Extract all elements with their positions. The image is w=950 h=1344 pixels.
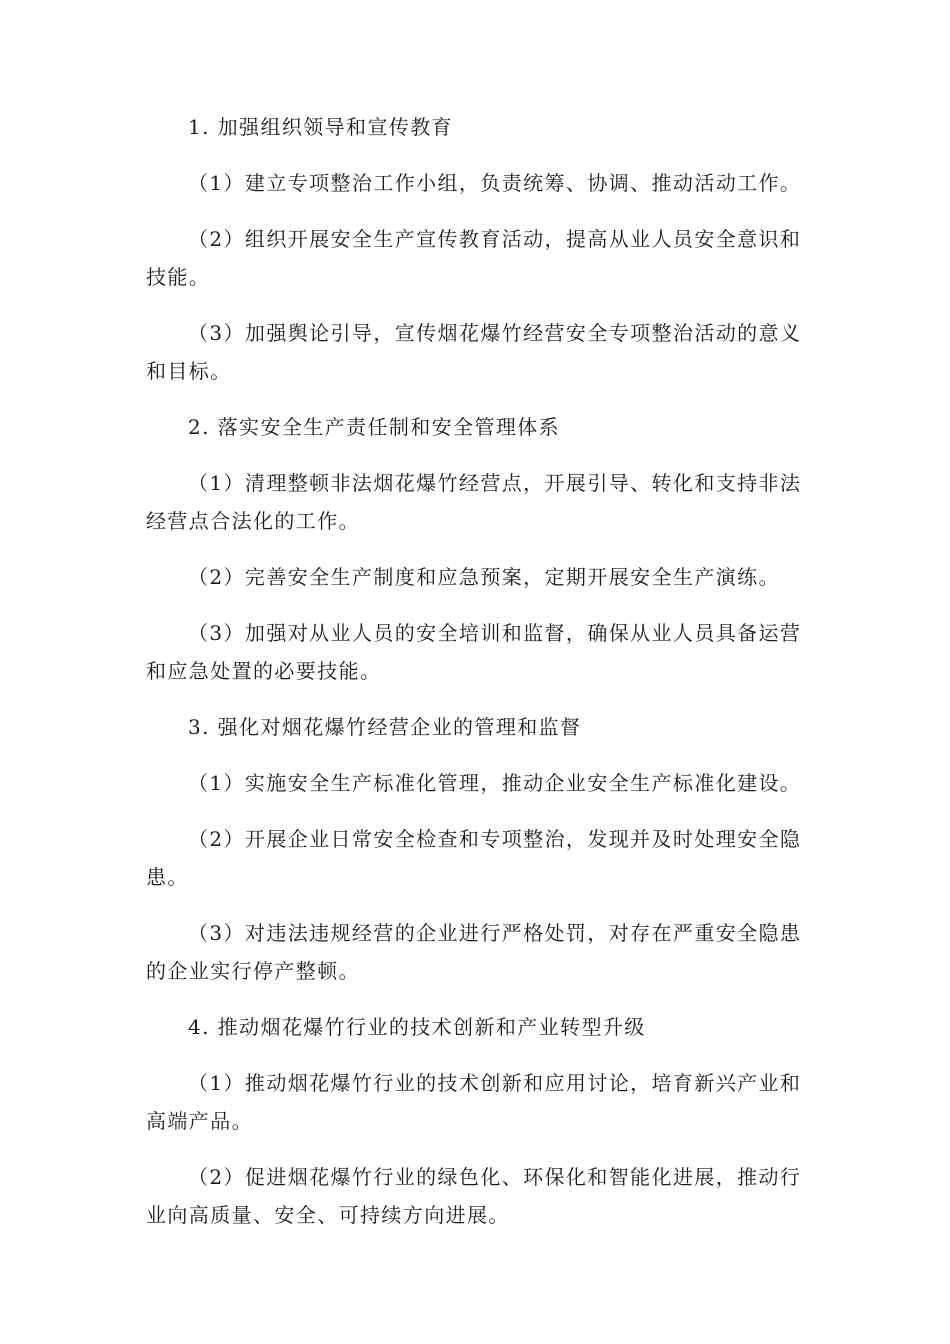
section-heading-4: 4. 推动烟花爆竹行业的技术创新和产业转型升级: [188, 1015, 646, 1039]
section-heading-1: 1. 加强组织领导和宣传教育: [188, 115, 454, 139]
paragraph-1-1: （1）建立专项整治工作小组，负责统筹、协调、推动活动工作。: [188, 171, 802, 195]
section-heading-2: 2. 落实安全生产责任制和安全管理体系: [188, 415, 561, 439]
paragraph-4-2: （2）促进烟花爆竹行业的绿色化、环保化和智能化进展，推动行业向高质量、安全、可持续方向进展。: [146, 1165, 802, 1227]
paragraph-3-1: （1）实施安全生产标准化管理，推动企业安全生产标准化建设。: [188, 771, 802, 795]
paragraph-3-3: （3）对违法违规经营的企业进行严格处罚，对存在严重安全隐患的企业实行停产整顿。: [146, 921, 802, 983]
paragraph-1-2: （2）组织开展安全生产宣传教育活动，提高从业人员安全意识和技能。: [146, 227, 802, 289]
paragraph-4-1: （1）推动烟花爆竹行业的技术创新和应用讨论，培育新兴产业和高端产品。: [146, 1071, 802, 1133]
paragraph-1-3: （3）加强舆论引导，宣传烟花爆竹经营安全专项整治活动的意义和目标。: [146, 321, 802, 383]
paragraph-3-2: （2）开展企业日常安全检查和专项整治，发现并及时处理安全隐患。: [146, 827, 802, 889]
paragraph-2-1: （1）清理整顿非法烟花爆竹经营点，开展引导、转化和支持非法经营点合法化的工作。: [146, 471, 802, 533]
document-body: [146, 108, 816, 1234]
paragraph-2-2: （2）完善安全生产制度和应急预案，定期开展安全生产演练。: [188, 565, 780, 589]
paragraph-2-3: （3）加强对从业人员的安全培训和监督，确保从业人员具备运营和应急处置的必要技能。: [146, 621, 802, 683]
section-heading-3: 3. 强化对烟花爆竹经营企业的管理和监督: [188, 715, 582, 739]
